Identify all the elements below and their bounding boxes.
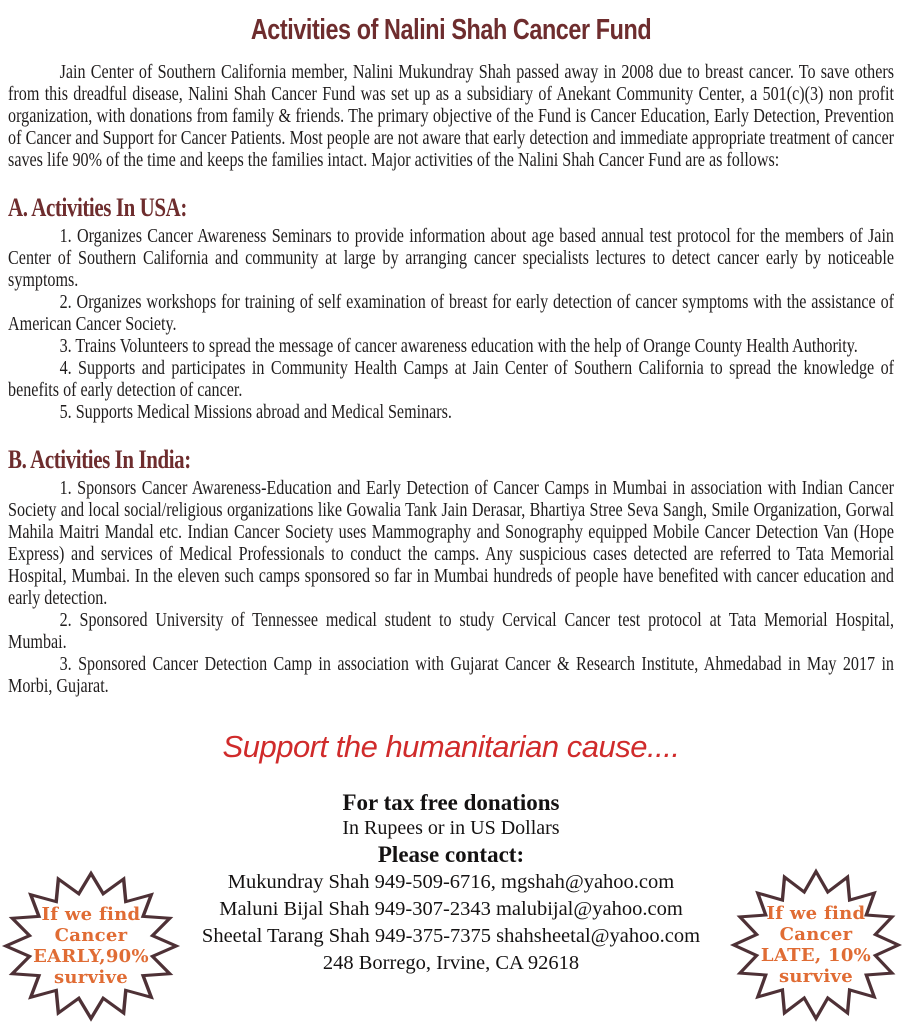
badge-late-detection — [732, 870, 900, 1020]
badge-early-detection — [4, 872, 178, 1020]
contact-line-3: Sheetal Tarang Shah 949-375-7375 shahsheetal@yahoo.com — [201, 925, 701, 947]
badge-line: Cancer — [54, 925, 128, 946]
india-item-2: 2. Sponsored University of Tennessee medical student to study Cervical Cancer test protocol at Tata Memorial Hospital, Mumbai. — [8, 609, 894, 653]
badge-line: EARLY,90% — [33, 946, 149, 967]
section-usa — [8, 193, 894, 423]
contact-label: Please contact: — [377, 842, 525, 867]
usa-item-1: 1. Organizes Cancer Awareness Seminars to provide information about age based annual test protocol for the members of Jain Center of Southern California and community at large by arranging cancer specialists lectures to detect cancer early by noticeable symptoms. — [8, 225, 894, 291]
badge-line: If we find — [766, 903, 866, 924]
badge-line: If we find — [41, 904, 141, 925]
page-title: Activities of Nalini Shah Cancer Fund — [250, 14, 652, 46]
usa-item-4: 4. Supports and participates in Community Health Camps at Jain Center of Southern California to spread the knowledge of benefits of early detection of cancer. — [8, 357, 894, 401]
donation-subheading: In Rupees or in US Dollars — [342, 817, 560, 839]
usa-item-5: 5. Supports Medical Missions abroad and Medical Seminars. — [59, 401, 452, 423]
badge-line: Cancer — [779, 924, 853, 945]
contact-line-2: Maluni Bijal Shah 949-307-2343 malubijal@yahoo.com — [219, 898, 683, 920]
section-india-heading: B. Activities In India: — [8, 445, 191, 474]
intro-paragraph: Jain Center of Southern California member, Nalini Mukundray Shah passed away in 2008 due to breast cancer. To save others from this dreadful disease, Nalini Shah Cancer Fund was set up as a subsidiary of Anekant Community Center, a 501(c)(3) non profit organization, with donations from family & friends. The primary objective of the Fund is Cancer Education, Early Detection, Prevention of Cancer and Support for Cancer Patients. Most people are not aware that early detection and immediate appropriate treatment of cancer saves life 90% of the time and keeps the families intact. Major activities of the Nalini Shah Cancer Fund are as follows: — [8, 61, 894, 171]
badge-late-text — [732, 870, 900, 1020]
badge-line: survive — [778, 966, 853, 987]
badge-line: LATE, 10% — [760, 945, 872, 966]
section-india — [8, 445, 894, 697]
tagline: Support the humanitarian cause.... — [222, 729, 680, 764]
india-item-3: 3. Sponsored Cancer Detection Camp in association with Gujarat Cancer & Research Institute, Ahmedabad in May 2017 in Morbi, Gujarat. — [8, 653, 894, 697]
badge-early-text — [4, 872, 178, 1020]
usa-item-2: 2. Organizes workshops for training of self examination of breast for early detection of cancer symptoms with the assistance of American Cancer Society. — [8, 291, 894, 335]
contact-line-4: 248 Borrego, Irvine, CA 92618 — [322, 952, 580, 974]
donation-heading: For tax free donations — [342, 790, 560, 815]
usa-item-3: 3. Trains Volunteers to spread the message of cancer awareness education with the help of Orange County Health Authority. — [59, 335, 858, 357]
contact-line-1: Mukundray Shah 949-509-6716, mgshah@yahoo.com — [227, 871, 675, 893]
india-item-1: 1. Sponsors Cancer Awareness-Education and Early Detection of Cancer Camps in Mumbai in association with Indian Cancer Society and local social/religious organizations like Gowalia Tank Jain Derasar, Bhartiya Stree Seva Sangh, Smile Organization, Gorwal Mahila Maitri Mandal etc. Indian Cancer Society uses Mammography and Sonography equipped Mobile Cancer Detection Van (Hope Express) and services of Medical Professionals to conduct the camps. Any suspicious cases detected are referred to Tata Memorial Hospital, Mumbai. In the eleven such camps sponsored so far in Mumbai hundreds of people have benefited with cancer education and early detection. — [8, 477, 894, 609]
section-usa-heading: A. Activities In USA: — [8, 193, 187, 222]
badge-line: survive — [53, 967, 128, 988]
